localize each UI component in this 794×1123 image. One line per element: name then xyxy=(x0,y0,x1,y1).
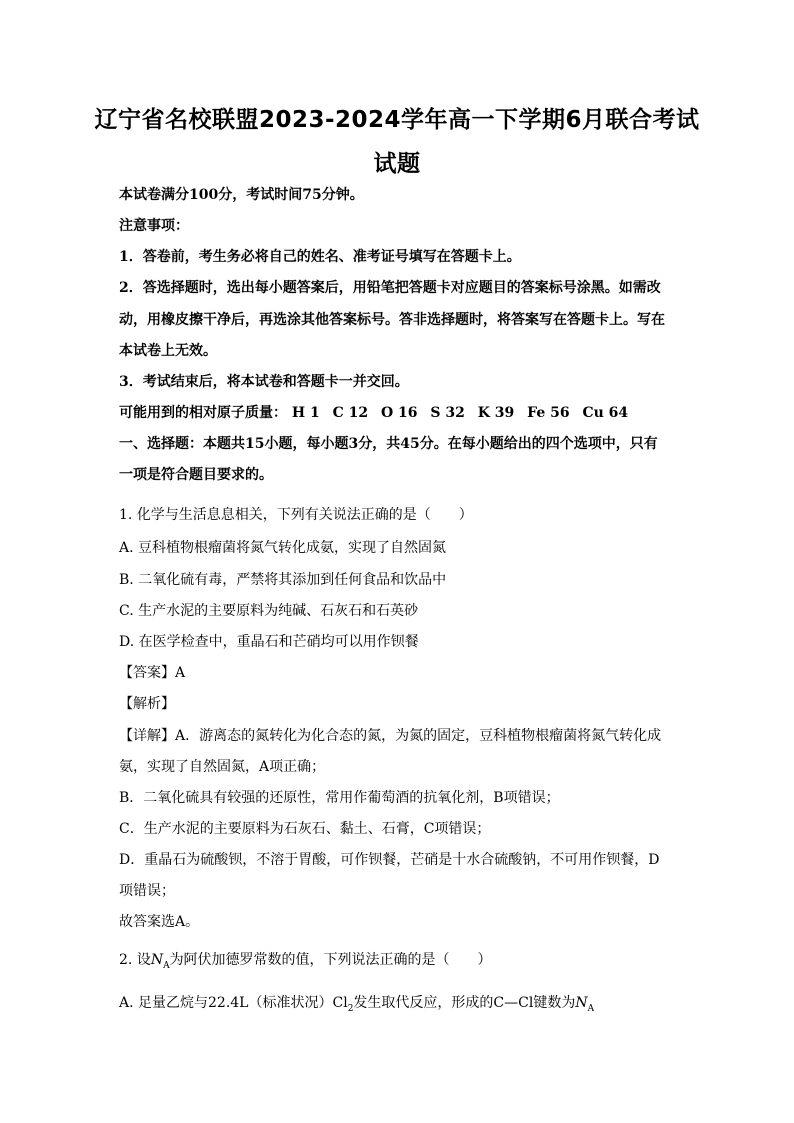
q1-option-a: A. 豆科植物根瘤菌将氮气转化成氨，实现了自然固氮 xyxy=(119,540,447,556)
avogadro-subscript: A xyxy=(163,960,170,971)
q1-detail-line6: 项错误； xyxy=(119,883,175,899)
q1-option-b: B. 二氧化硫有毒，严禁将其添加到任何食品和饮品中 xyxy=(119,572,447,588)
note-2-line1: 2．答选择题时，选出每小题答案后，用铅笔把答题卡对应题目的答案标号涂黑。如需改 xyxy=(119,280,661,296)
q1-detail-line7: 故答案选A。 xyxy=(119,914,200,930)
atomic-mass-c: C 12 xyxy=(332,405,369,421)
q1-detail-line1: 【详解】A．游离态的氮转化为化合态的氮，为氮的固定，豆科植物根瘤菌将氮气转化成 xyxy=(119,728,662,744)
score-time-note: 本试卷满分100分，考试时间75分钟。 xyxy=(119,187,364,203)
note-3: 3．考试结束后，将本试卷和答题卡一并交回。 xyxy=(119,374,409,390)
avogadro-symbol: N xyxy=(150,952,164,968)
section1-heading-line1: 一、选择题：本题共15小题，每小题3分，共45分。在每小题给出的四个选项中，只有 xyxy=(119,436,658,452)
atomic-mass-k: K 39 xyxy=(477,405,515,421)
q1-option-d: D. 在医学检查中，重晶石和芒硝均可以用作钡餐 xyxy=(119,634,419,650)
q1-analysis-label: 【解析】 xyxy=(119,696,175,712)
atomic-mass-cu: Cu 64 xyxy=(582,405,629,421)
q1-detail-line5: D．重晶石为硫酸钡，不溶于胃酸，可作钡餐，芒硝是十水合硫酸钠，不可用作钡餐，D xyxy=(119,852,660,868)
exam-title-line2: 试题 xyxy=(373,151,421,177)
atomic-mass-label: 可能用到的相对原子质量： xyxy=(119,405,287,421)
atomic-mass-h: H 1 xyxy=(291,405,320,421)
q1-answer: 【答案】A xyxy=(119,665,186,681)
q1-detail-line4: C．生产水泥的主要原料为石灰石、黏土、石膏，C项错误； xyxy=(119,821,491,837)
avogadro-subscript-2: A xyxy=(587,1003,595,1014)
atomic-mass-fe: Fe 56 xyxy=(527,405,570,421)
q1-detail-line3: B．二氧化硫具有较强的还原性，常用作葡萄酒的抗氧化剂，B项错误； xyxy=(119,790,560,806)
note-2-line2: 动，用橡皮擦干净后，再选涂其他答案标号。答非选择题时，将答案写在答题卡上。写在 xyxy=(119,312,665,328)
atomic-mass-o: O 16 xyxy=(380,405,418,421)
atomic-mass-line xyxy=(119,403,628,423)
notes-header: 注意事项： xyxy=(119,218,189,234)
q1-detail-line2: 氨，实现了自然固氮，A项正确； xyxy=(119,759,326,775)
q2-stem-prefix: 2. 设 xyxy=(119,952,151,968)
avogadro-symbol-2: N xyxy=(575,995,588,1011)
q2-stem-suffix: 为阿伏加德罗常数的值，下列说法正确的是（ ） xyxy=(169,952,492,968)
exam-title-line1: 辽宁省名校联盟2023-2024学年高一下学期6月联合考试 xyxy=(94,107,700,133)
note-1: 1．答卷前，考生务必将自己的姓名、准考证号填写在答题卡上。 xyxy=(119,249,521,265)
chlorine-formula: Cl xyxy=(332,995,348,1011)
section1-heading-line2: 一项是符合题目要求的。 xyxy=(119,467,273,483)
q1-option-c: C. 生产水泥的主要原料为纯碱、石灰石和石英砂 xyxy=(119,603,419,619)
q2-stem xyxy=(119,950,492,976)
q2-option-a-mid: 发生取代反应，形成的C—Cl键数为 xyxy=(353,995,576,1011)
q1-stem: 1. 化学与生活息息相关，下列有关说法正确的是（ ） xyxy=(119,507,473,523)
q2-option-a-prefix: A. 足量乙烷与22.4L（标准状况） xyxy=(119,995,333,1011)
atomic-mass-s: S 32 xyxy=(430,405,465,421)
chlorine-subscript: 2 xyxy=(347,1003,354,1014)
note-2-line3: 本试卷上无效。 xyxy=(119,343,217,359)
q2-option-a xyxy=(119,993,594,1019)
